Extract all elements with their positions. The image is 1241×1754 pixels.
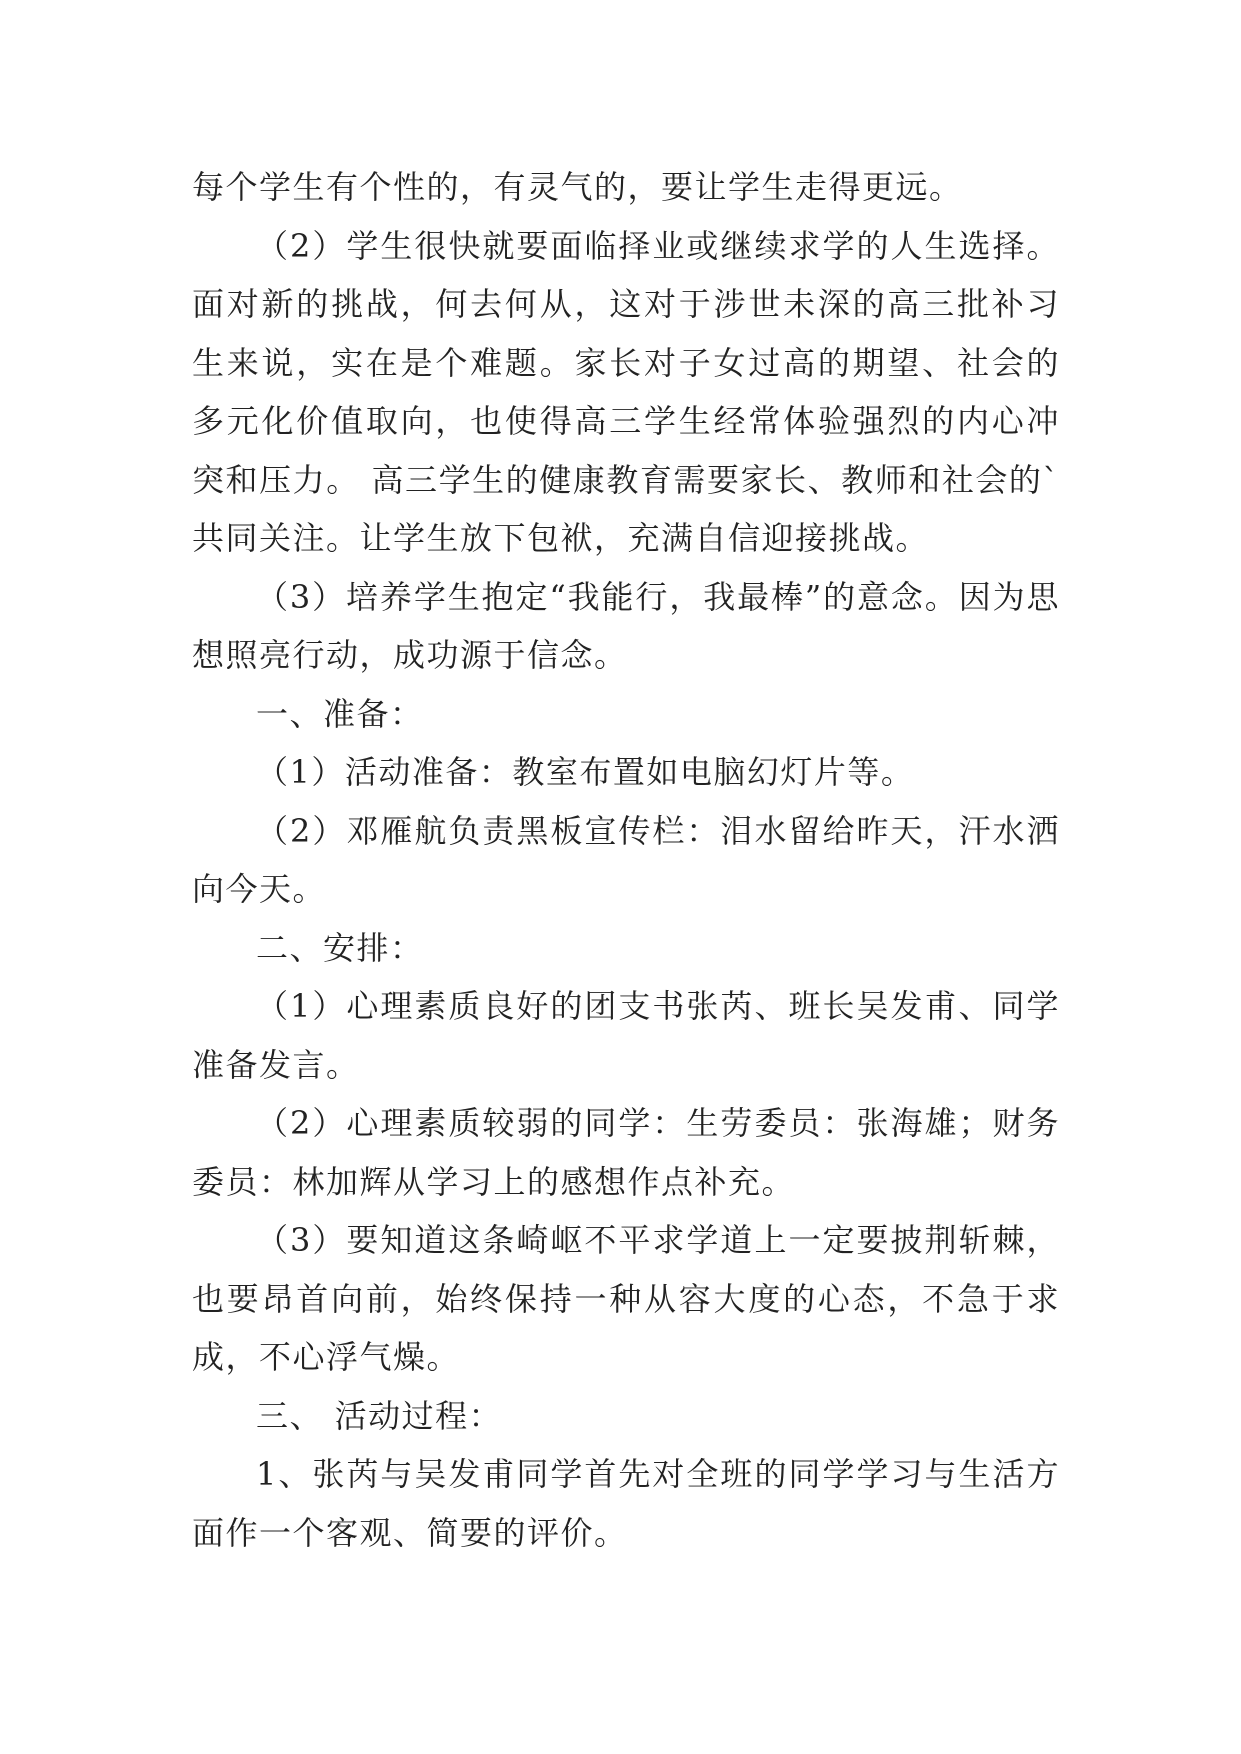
paragraph-prep-2: （2）邓雁航负责黑板宣传栏：泪水留给昨天，汗水洒向今天。 bbox=[192, 811, 1060, 908]
paragraph-continuation: 每个学生有个性的，有灵气的，要让学生走得更远。 bbox=[192, 168, 963, 206]
heading-activity-process: 三、 活动过程： bbox=[256, 1396, 503, 1435]
paragraph-process-1: 1、张芮与吴发甫同学首先对全班的同学学习与生活方面作一个客观、简要的评价。 bbox=[192, 1455, 1060, 1552]
paragraph-arrange-3: （3）要知道这条崎岖不平求学道上一定要披荆斩棘，也要昂首向前，始终保持一种从容大度的心态，不急于求成，不心浮气燥。 bbox=[192, 1221, 1060, 1376]
heading-arrangement: 二、安排： bbox=[256, 928, 424, 967]
paragraph-arrange-1: （1）心理素质良好的团支书张芮、班长吴发甫、同学准备发言。 bbox=[192, 987, 1060, 1084]
heading-preparation: 一、准备： bbox=[256, 694, 424, 733]
paragraph-point-3: （3）培养学生抱定“我能行，我最棒”的意念。因为思想照亮行动，成功源于信念。 bbox=[192, 577, 1060, 674]
paragraph-point-2: （2）学生很快就要面临择业或继续求学的人生选择。面对新的挑战，何去何从，这对于涉世未深的高三批补习生来说，实在是个难题。家长对子女过高的期望、社会的多元化价值取向，也使得高三学生经常体验强烈的内心冲突和压力。 高三学生的健康教育需要家长、教师和社会的`共同关注。让学生放下包袱，充满自信迎接挑战。 bbox=[192, 226, 1060, 557]
document-body bbox=[192, 158, 1060, 1562]
paragraph-arrange-2: （2）心理素质较弱的同学：生劳委员：张海雄；财务委员：林加辉从学习上的感想作点补充。 bbox=[192, 1104, 1060, 1201]
paragraph-prep-1: （1）活动准备：教室布置如电脑幻灯片等。 bbox=[256, 753, 915, 791]
